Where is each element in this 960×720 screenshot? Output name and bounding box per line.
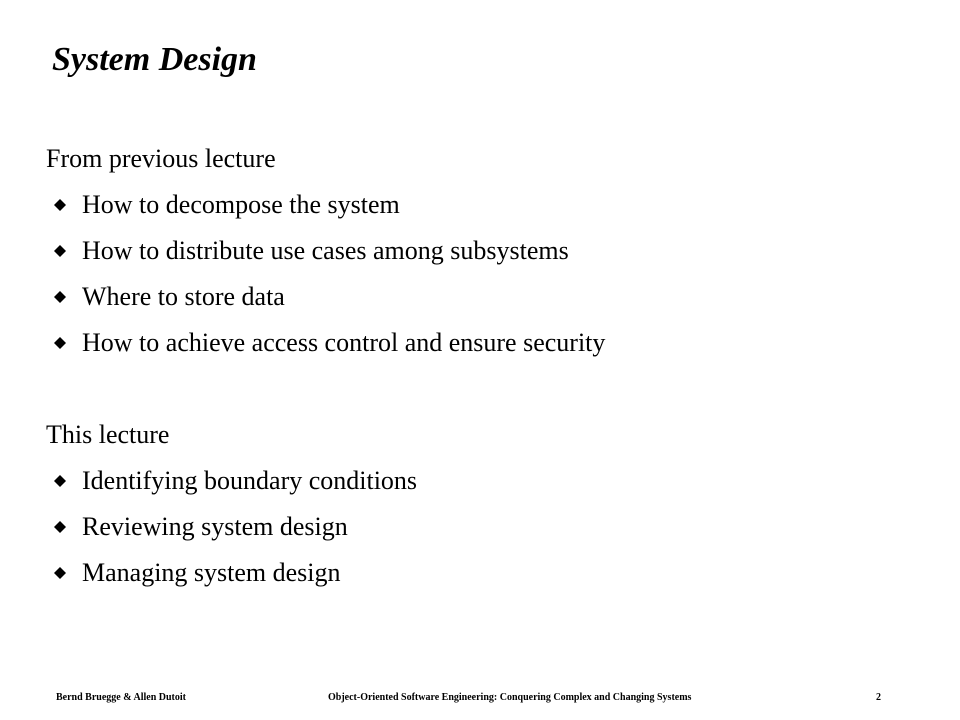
footer-authors: Bernd Bruegge & Allen Dutoit — [56, 692, 186, 703]
bullet-text: How to achieve access control and ensure security — [82, 328, 606, 357]
bullet-text: How to decompose the system — [82, 190, 400, 219]
bullet-text: Where to store data — [82, 282, 285, 311]
list-item — [46, 274, 605, 320]
list-item — [46, 550, 417, 596]
list-item — [46, 504, 417, 550]
list-item — [46, 228, 605, 274]
bullet-text: How to distribute use cases among subsystems — [82, 236, 569, 265]
footer-book-title: Object-Oriented Software Engineering: Conquering Complex and Changing Systems — [328, 692, 692, 703]
diamond-bullet-icon — [54, 521, 66, 533]
section-this-lecture — [46, 412, 417, 596]
list-item — [46, 182, 605, 228]
bullet-list — [46, 458, 417, 596]
section-heading: From previous lecture — [46, 144, 276, 173]
section-previous-lecture — [46, 136, 605, 366]
section-heading: This lecture — [46, 420, 170, 449]
diamond-bullet-icon — [54, 245, 66, 257]
diamond-bullet-icon — [54, 337, 66, 349]
diamond-bullet-icon — [54, 291, 66, 303]
list-item — [46, 320, 605, 366]
diamond-bullet-icon — [54, 475, 66, 487]
bullet-text: Reviewing system design — [82, 512, 348, 541]
bullet-list — [46, 182, 605, 366]
list-item — [46, 458, 417, 504]
slide-footer — [0, 688, 960, 708]
diamond-bullet-icon — [54, 567, 66, 579]
bullet-text: Managing system design — [82, 558, 341, 587]
footer-page-number: 2 — [876, 692, 881, 703]
bullet-text: Identifying boundary conditions — [82, 466, 418, 495]
slide-title: System Design — [52, 41, 257, 78]
diamond-bullet-icon — [54, 199, 66, 211]
